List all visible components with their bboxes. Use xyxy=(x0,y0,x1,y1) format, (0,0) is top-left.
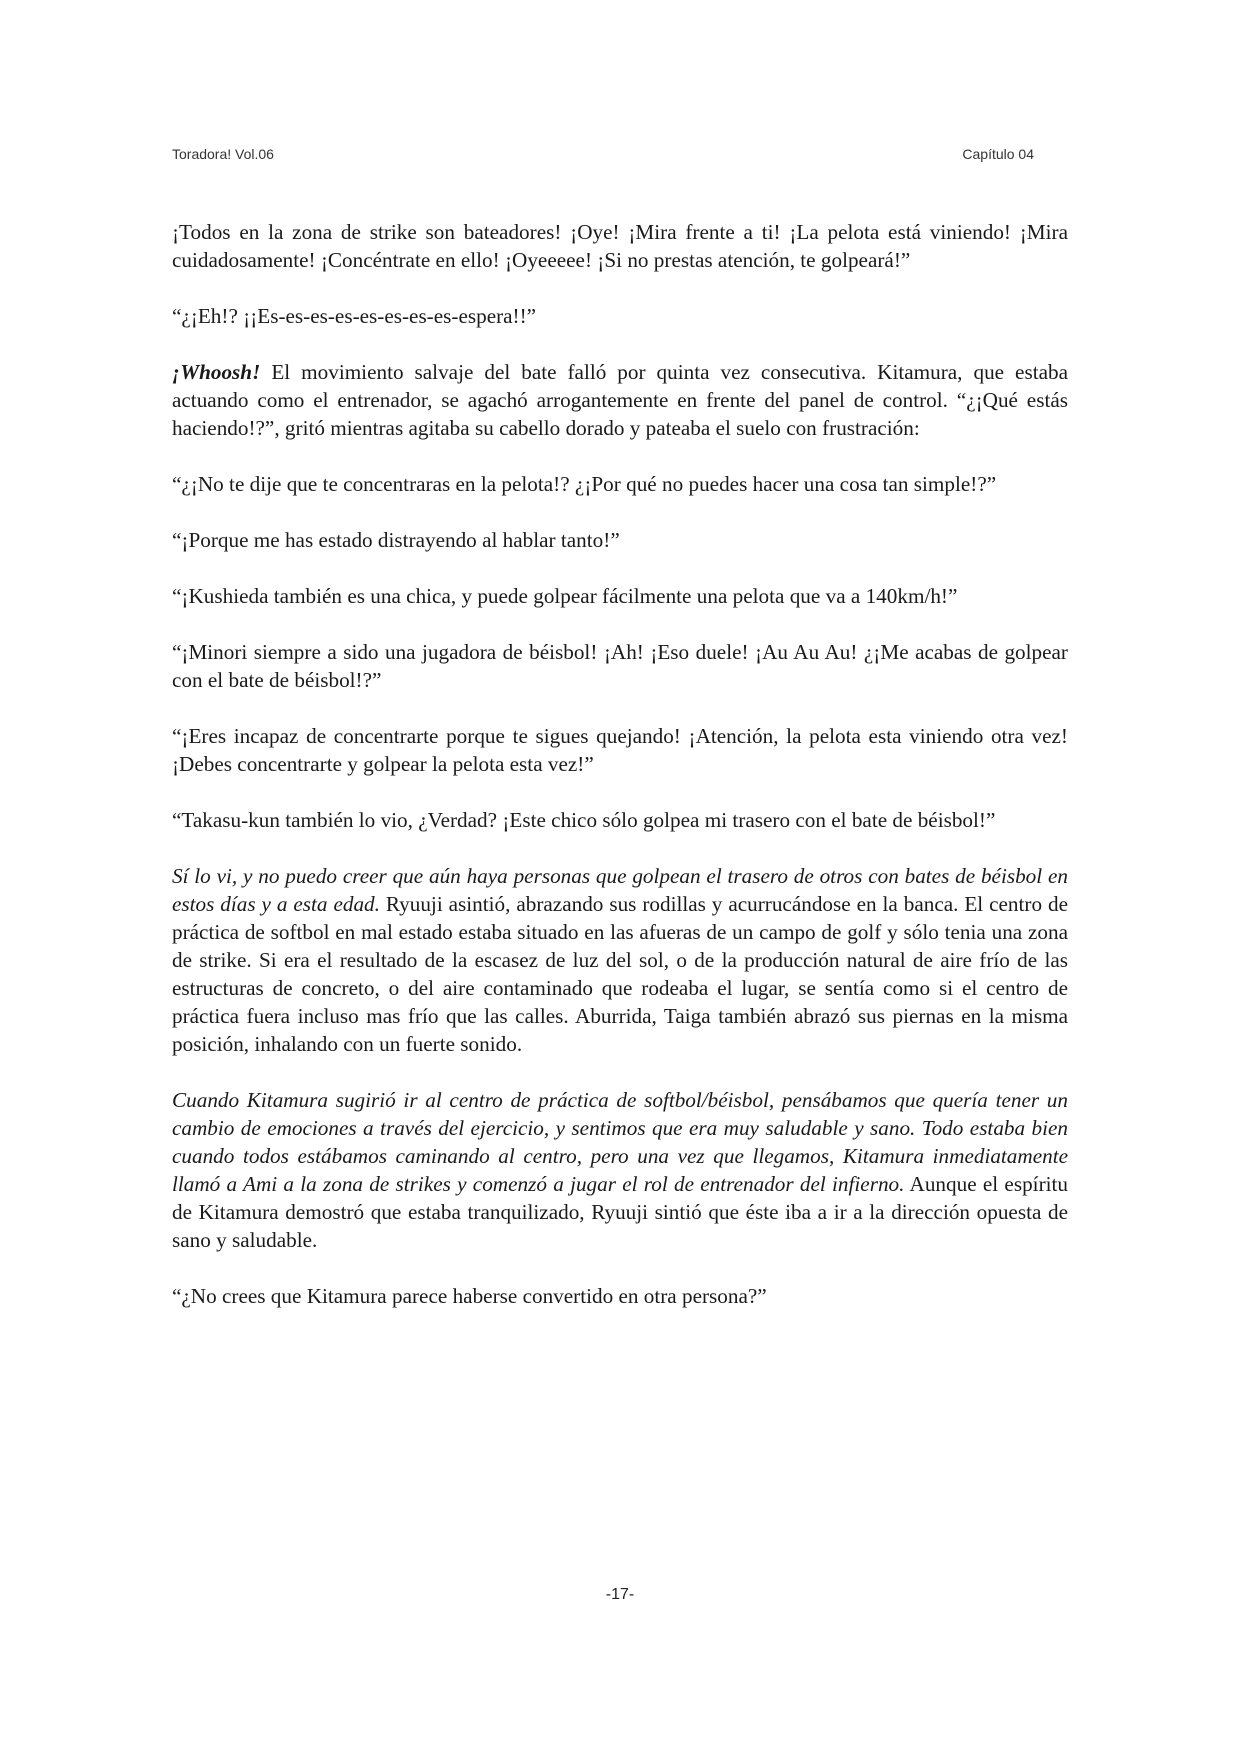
paragraph-text: “Takasu-kun también lo vio, ¿Verdad? ¡Este chico sólo golpea mi trasero con el bate de béisbol!” xyxy=(172,808,996,832)
running-header xyxy=(172,146,1034,168)
paragraph xyxy=(172,806,1068,834)
paragraph-text: “¡Kushieda también es una chica, y puede golpear fácilmente una pelota que va a 140km/h!” xyxy=(172,584,958,608)
paragraph-text: “¡Eres incapaz de concentrarte porque te sigues quejando! ¡Atención, la pelota esta viniendo otra vez! ¡Debes concentrarte y golpear la pelota esta vez!” xyxy=(172,724,1068,776)
paragraph xyxy=(172,470,1068,498)
paragraph xyxy=(172,638,1068,694)
paragraph-text: “¿¡Eh!? ¡¡Es-es-es-es-es-es-es-es-espera!!” xyxy=(172,304,537,328)
paragraph-text: El movimiento salvaje del bate falló por quinta vez consecutiva. Kitamura, que estaba actuando como el entrenador, se agachó arrogantemente en frente del panel de control. “¿¡Qué estás haciendo!?”, gritó mientras agitaba su cabello dorado y pateaba el suelo con frustración: xyxy=(172,360,1068,440)
header-book-title: Toradora! Vol.06 xyxy=(172,146,274,162)
paragraph xyxy=(172,1282,1068,1310)
inner-thought: Sí lo vi, y no puedo creer que aún haya personas que golpean el trasero de otros con bates de béisbol en estos días y a esta edad. xyxy=(172,864,1068,916)
page-body xyxy=(172,218,1068,1338)
paragraph xyxy=(172,218,1068,274)
paragraph xyxy=(172,302,1068,330)
paragraph xyxy=(172,862,1068,1058)
paragraph xyxy=(172,722,1068,778)
paragraph-text: “¡Porque me has estado distrayendo al hablar tanto!” xyxy=(172,528,620,552)
paragraph xyxy=(172,358,1068,442)
paragraph-text: ¡Todos en la zona de strike son bateadores! ¡Oye! ¡Mira frente a ti! ¡La pelota está viniendo! ¡Mira cuidadosamente! ¡Concéntrate en ello! ¡Oyeeeee! ¡Si no prestas atención, te golpeará!” xyxy=(172,220,1068,272)
sound-effect: ¡Whoosh! xyxy=(172,360,261,384)
paragraph xyxy=(172,1086,1068,1254)
paragraph-text: Aunque el espíritu de Kitamura demostró que estaba tranquilizado, Ryuuji sintió que éste iba a ir a la dirección opuesta de sano y saludable. xyxy=(172,1172,1068,1252)
paragraph-text: “¿¡No te dije que te concentraras en la pelota!? ¿¡Por qué no puedes hacer una cosa tan simple!?” xyxy=(172,472,997,496)
paragraph-text: “¡Minori siempre a sido una jugadora de béisbol! ¡Ah! ¡Eso duele! ¡Au Au Au! ¿¡Me acabas de golpear con el bate de béisbol!?” xyxy=(172,640,1068,692)
page-number: -17- xyxy=(605,1586,635,1603)
inner-thought: Cuando Kitamura sugirió ir al centro de práctica de softbol/béisbol, pensábamos que quería tener un cambio de emociones a través del ejercicio, y sentimos que era muy saludable y sano. Todo estaba bien cuando todos estábamos caminando al centro, pero una vez que llegamos, Kitamura inmediatamente llamó a Ami a la zona de strikes y comenzó a jugar el rol de entrenador del infierno. xyxy=(172,1088,1068,1196)
paragraph xyxy=(172,582,1068,610)
paragraph-text: “¿No crees que Kitamura parece haberse convertido en otra persona?” xyxy=(172,1284,767,1308)
paragraph-text: Ryuuji asintió, abrazando sus rodillas y acurrucándose en la banca. El centro de práctica de softbol en mal estado estaba situado en las afueras de un campo de golf y sólo tenia una zona de strike. Si era el resultado de la escasez de luz del sol, o de la producción natural de aire frío de las estructuras de concreto, o del aire contaminado que rodeaba el lugar, se sentía como si el centro de práctica fuera incluso mas frío que las calles. Aburrida, Taiga también abrazó sus piernas en la misma posición, inhalando con un fuerte sonido. xyxy=(172,892,1068,1056)
paragraph xyxy=(172,526,1068,554)
header-chapter: Capítulo 04 xyxy=(962,146,1034,162)
